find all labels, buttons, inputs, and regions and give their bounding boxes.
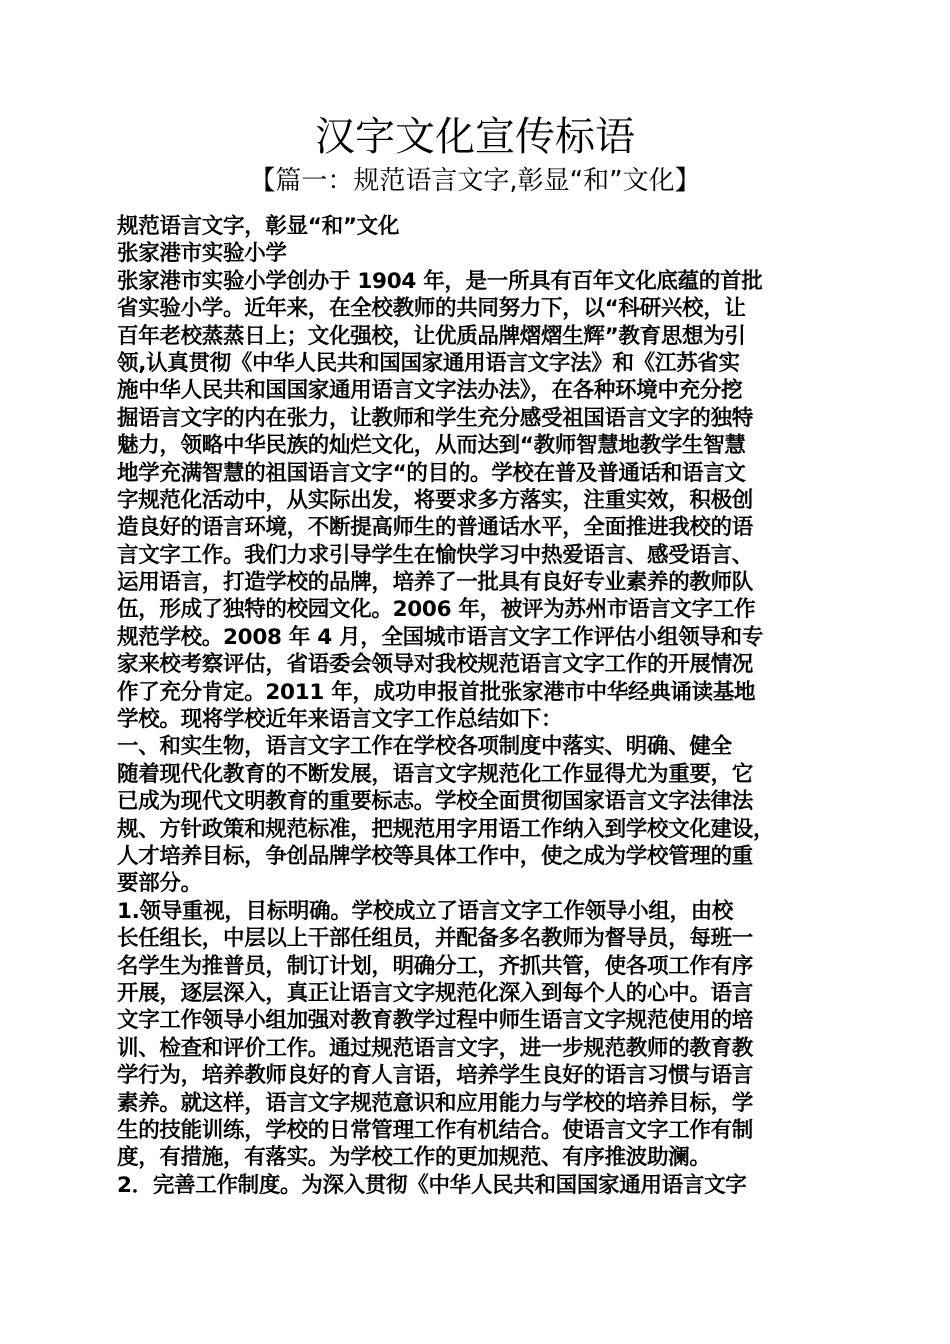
body-line: 1.领导重视，目标明确。学校成立了语言文字工作领导小组，由校 xyxy=(117,898,734,924)
body-line: 名学生为推普员，制订计划，明确分工，齐抓共管，使各项工作有序 xyxy=(117,953,754,979)
body-line: 已成为现代文明教育的重要标志。学校全面贯彻国家语言文字法律法 xyxy=(117,789,754,815)
body-line: 随着现代化教育的不断发展，语言文字规范化工作显得尤为重要，它 xyxy=(117,761,754,787)
body-line: 张家港市实验小学 xyxy=(117,241,287,267)
body-line: 长任组长，中层以上干部任组员，并配备多名教师为督导员，每班一 xyxy=(117,926,754,952)
body-line: 一、和实生物，语言文字工作在学校各项制度中落实、明确、健全 xyxy=(117,734,732,760)
body-line: 造良好的语言环境，不断提高师生的普通话水平，全面推进我校的语 xyxy=(117,515,754,541)
body-line: 张家港市实验小学创办于 1904 年，是一所具有百年文化底蕴的首批 xyxy=(117,268,763,294)
body-line: 学行为，培养教师良好的育人言语，培养学生良好的语言习惯与语言 xyxy=(117,1063,754,1089)
body-line: 伍，形成了独特的校园文化。2006 年，被评为苏州市语言文字工作 xyxy=(117,597,756,623)
body-line: 规、方针政策和规范标准，把规范用字用语工作纳入到学校文化建设， xyxy=(117,816,775,842)
body-line: 素养。就这样，语言文字规范意识和应用能力与学校的培养目标，学 xyxy=(117,1090,754,1116)
body-line: 2．完善工作制度。为深入贯彻《中华人民共和国国家通用语言文字 xyxy=(117,1172,747,1198)
body-line: 领,认真贯彻《中华人民共和国国家通用语言文字法》和《江苏省实 xyxy=(117,350,740,376)
body-line: 规范语言文字，彰显“和”文化 xyxy=(117,214,400,239)
document-title: 汉字文化宣传标语 xyxy=(315,114,635,160)
document-subtitle: 【篇一：规范语言文字,彰显“和”文化】 xyxy=(249,166,701,196)
body-line: 家来校考察评估，省语委会领导对我校规范语言文字工作的开展情况 xyxy=(117,652,754,678)
body-line: 言文字工作。我们力求引导学生在愉快学习中热爱语言、感受语言、 xyxy=(117,542,754,568)
body-line: 规范学校。2008 年 4 月，全国城市语言文字工作评估小组领导和专 xyxy=(117,624,764,650)
body-line: 要部分。 xyxy=(117,871,202,897)
body-line: 掘语言文字的内在张力，让教师和学生充分感受祖国语言文字的独特 xyxy=(117,405,754,431)
body-line: 地学充满智慧的祖国语言文字“的目的。学校在普及普通话和语言文 xyxy=(117,460,746,486)
body-line: 施中华人民共和国国家通用语言文字法办法》，在各种环境中充分挖 xyxy=(117,378,743,404)
body-line: 文字工作领导小组加强对教育教学过程中师生语言文字规范使用的培 xyxy=(117,1008,754,1034)
body-line: 生的技能训练，学校的日常管理工作有机结合。使语言文字工作有制 xyxy=(117,1117,754,1143)
body-line: 字规范化活动中，从实际出发，将要求多方落实，注重实效，积极创 xyxy=(117,487,754,513)
body-line: 省实验小学。近年来，在全校教师的共同努力下，以“科研兴校，让 xyxy=(117,296,746,322)
document-body xyxy=(117,213,844,1199)
body-line: 学校。现将学校近年来语言文字工作总结如下： xyxy=(117,707,563,733)
body-line: 训、检查和评价工作。通过规范语言文字，进一步规范教师的教育教 xyxy=(117,1035,754,1061)
body-line: 人才培养目标，争创品牌学校等具体工作中，使之成为学校管理的重 xyxy=(117,843,754,869)
body-line: 作了充分肯定。2011 年，成功申报首批张家港市中华经典诵读基地 xyxy=(117,679,756,705)
body-line: 百年老校蒸蒸日上；文化强校，让优质品牌熠熠生辉”教育思想为引 xyxy=(117,323,746,349)
body-line: 度，有措施，有落实。为学校工作的更加规范、有序推波助澜。 xyxy=(117,1145,711,1171)
body-line: 魅力，领略中华民族的灿烂文化，从而达到“教师智慧地教学生智慧 xyxy=(117,433,746,459)
body-line: 开展，逐层深入，真正让语言文字规范化深入到每个人的心中。语言 xyxy=(117,980,754,1006)
body-line: 运用语言，打造学校的品牌，培养了一批具有良好专业素养的教师队 xyxy=(117,570,754,596)
